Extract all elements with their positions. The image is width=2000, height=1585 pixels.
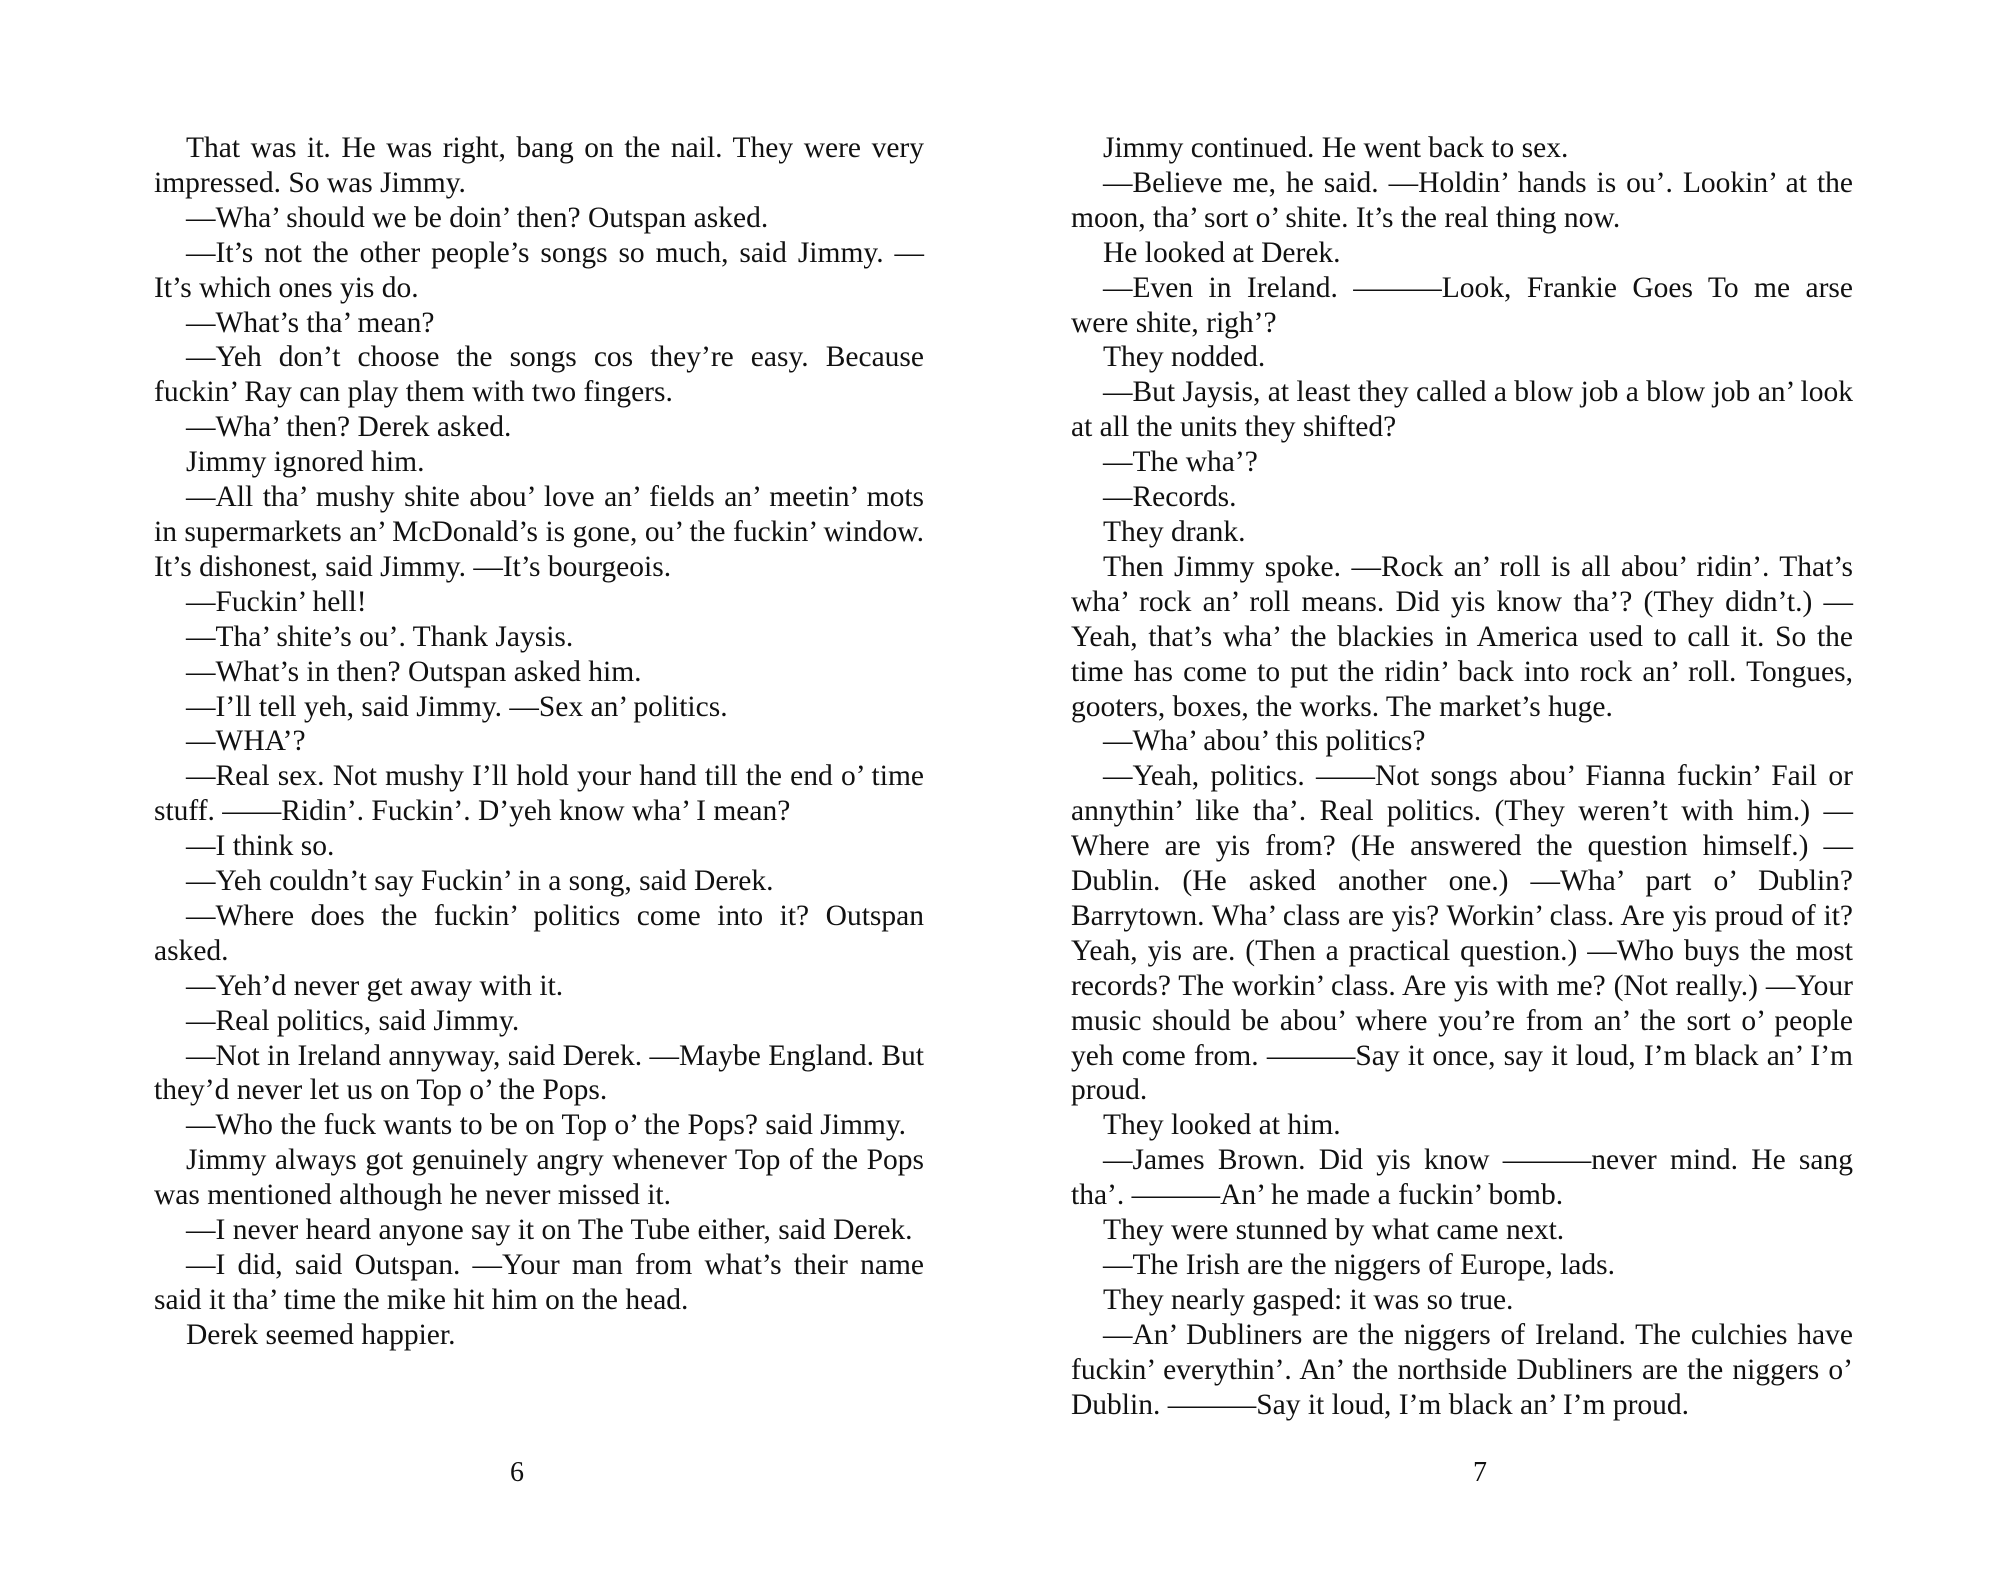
paragraph: —Not in Ireland annyway, said Derek. —Maybe England. But they’d never let us on Top o’ the Pops. — [154, 1039, 924, 1107]
paragraph: —I think so. — [186, 830, 335, 863]
paragraph: —Fuckin’ hell! — [186, 585, 367, 618]
paragraph: —James Brown. Did yis know ———never mind. He sang tha’. ———An’ he made a fuckin’ bomb. — [1071, 1144, 1853, 1212]
paragraph: —But Jaysis, at least they called a blow job a blow job an’ look at all the units they shifted? — [1071, 376, 1853, 444]
left-page-number: 6 — [510, 1457, 524, 1488]
paragraph: —An’ Dubliners are the niggers of Ireland. The culchies have fuckin’ everythin’. An’ the northside Dubliners are the niggers o’ Dublin. ———Say it loud, I’m black an’ I’m proud. — [1071, 1318, 1853, 1421]
paragraph: —Wha’ abou’ this politics? — [1103, 725, 1426, 758]
paragraph: —Records. — [1103, 481, 1237, 514]
right-page — [1071, 131, 1853, 1423]
left-page — [154, 131, 924, 1353]
paragraph: —Wha’ then? Derek asked. — [186, 411, 512, 444]
paragraph: They nearly gasped: it was so true. — [1103, 1283, 1514, 1316]
paragraph: —The Irish are the niggers of Europe, lads. — [1103, 1249, 1615, 1281]
paragraph: They were stunned by what came next. — [1103, 1214, 1565, 1247]
paragraph: Jimmy ignored him. — [186, 446, 425, 479]
paragraph: —Yeh’d never get away with it. — [186, 969, 564, 1002]
paragraph: —I’ll tell yeh, said Jimmy. —Sex an’ politics. — [186, 690, 728, 723]
paragraph: —Believe me, he said. —Holdin’ hands is ou’. Lookin’ at the moon, tha’ sort o’ shite. It’s the real thing now. — [1071, 166, 1853, 234]
paragraph: —Real sex. Not mushy I’ll hold your hand till the end o’ time stuff. ——Ridin’. Fuckin’. D’yeh know wha’ I mean? — [154, 760, 924, 828]
right-page-number: 7 — [1473, 1457, 1487, 1488]
paragraph: They drank. — [1103, 515, 1246, 548]
right-page-text — [1071, 131, 1853, 1423]
paragraph: —Real politics, said Jimmy. — [186, 1004, 520, 1037]
paragraph: —It’s not the other people’s songs so much, said Jimmy. —It’s which ones yis do. — [154, 236, 924, 304]
paragraph: Jimmy always got genuinely angry whenever Top of the Pops was mentioned although he never missed it. — [154, 1144, 924, 1212]
paragraph: They looked at him. — [1103, 1109, 1341, 1142]
paragraph: —The wha’? — [1103, 446, 1258, 479]
paragraph: —Yeh couldn’t say Fuckin’ in a song, said Derek. — [186, 865, 774, 898]
paragraph: —I did, said Outspan. —Your man from what’s their name said it tha’ time the mike hit him on the head. — [154, 1249, 924, 1316]
paragraph: Jimmy continued. He went back to sex. — [1103, 132, 1569, 164]
paragraph: —I never heard anyone say it on The Tube either, said Derek. — [186, 1214, 913, 1247]
paragraph: Derek seemed happier. — [186, 1318, 456, 1351]
paragraph: —What’s in then? Outspan asked him. — [186, 655, 642, 688]
paragraph: —Wha’ should we be doin’ then? Outspan asked. — [186, 201, 769, 234]
left-page-text — [154, 131, 924, 1353]
paragraph: —All tha’ mushy shite abou’ love an’ fields an’ meetin’ mots in supermarkets an’ McDonald’s is gone, ou’ the fuckin’ window. It’s dishonest, said Jimmy. —It’s bourgeois. — [154, 481, 924, 583]
paragraph: —Tha’ shite’s ou’. Thank Jaysis. — [186, 620, 574, 653]
paragraph: —Yeh don’t choose the songs cos they’re easy. Because fuckin’ Ray can play them with two fingers. — [154, 341, 924, 409]
paragraph: —Even in Ireland. ———Look, Frankie Goes To me arse were shite, righ’? — [1071, 271, 1853, 339]
paragraph: —What’s tha’ mean? — [186, 306, 435, 339]
paragraph: —WHA’? — [186, 725, 306, 758]
paragraph: —Yeah, politics. ——Not songs abou’ Fianna fuckin’ Fail or annythin’ like tha’. Real politics. (They weren’t with him.) —Where are yis from? (He answered the question himself.) —Dublin. (He asked another one.) —Wha’ part o’ Dublin? Barrytown. Wha’ class are yis? Workin’ class. Are yis proud of it? Yeah, yis are. (Then a practical question.) —Who buys the most records? The workin’ class. Are yis with me? (Not really.) —Your music should be abou’ where you’re from an’ the sort o’ people yeh come from. ———Say it once, say it loud, I’m black an’ I’m proud. — [1071, 760, 1853, 1107]
paragraph: Then Jimmy spoke. —Rock an’ roll is all abou’ ridin’. That’s wha’ rock an’ roll means. Did yis know tha’? (They didn’t.) —Yeah, that’s wha’ the blackies in America used to call it. So the time has come to put the ridin’ back into rock an’ roll. Tongues, gooters, boxes, the works. The market’s huge. — [1071, 550, 1853, 723]
paragraph: That was it. He was right, bang on the nail. They were very impressed. So was Jimmy. — [154, 132, 924, 199]
paragraph: They nodded. — [1103, 341, 1266, 374]
paragraph: —Who the fuck wants to be on Top o’ the Pops? said Jimmy. — [186, 1109, 907, 1142]
paragraph: He looked at Derek. — [1103, 236, 1341, 269]
paragraph: —Where does the fuckin’ politics come into it? Outspan asked. — [154, 899, 924, 967]
